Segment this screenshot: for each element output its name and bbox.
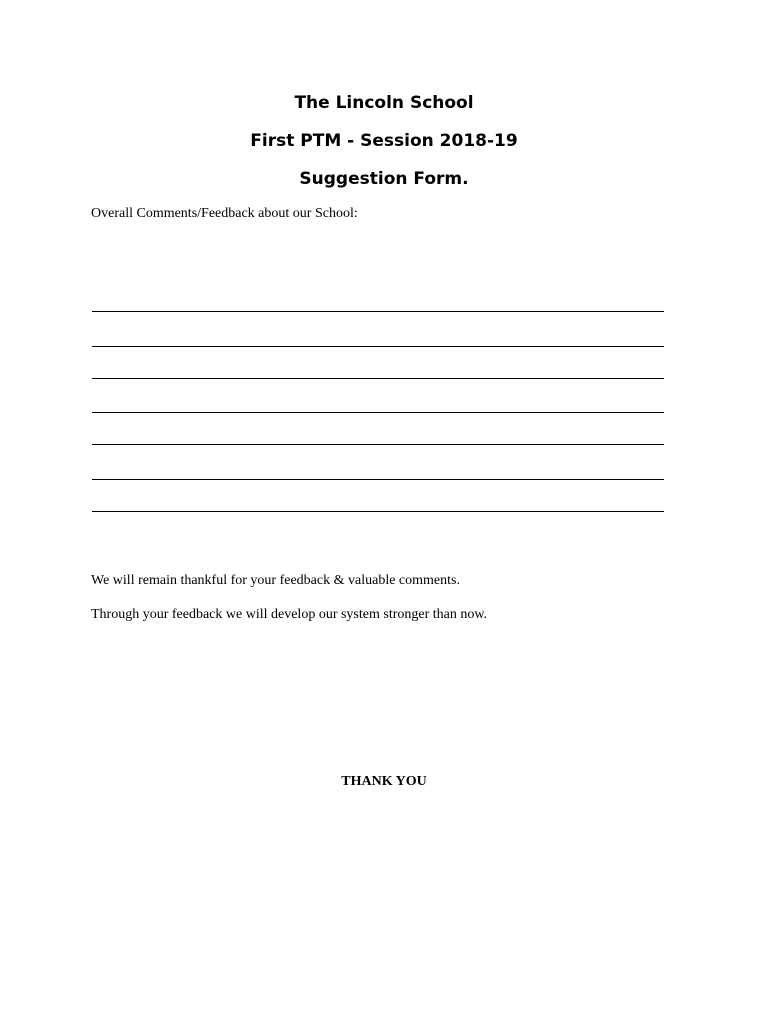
answer-line[interactable] [92, 412, 664, 413]
form-title-heading: Suggestion Form. [299, 169, 469, 189]
answer-line[interactable] [92, 444, 664, 445]
answer-line[interactable] [92, 311, 664, 312]
thanks-message-line-2: Through your feedback we will develop our system stronger than now. [91, 607, 488, 622]
thanks-message-line-1: We will remain thankful for your feedback & valuable comments. [91, 573, 460, 588]
closing-thank-you: THANK YOU [341, 774, 427, 789]
school-name-heading: The Lincoln School [294, 93, 474, 113]
answer-line[interactable] [92, 378, 664, 379]
session-heading: First PTM - Session 2018-19 [250, 131, 518, 151]
answer-line[interactable] [92, 511, 664, 512]
feedback-prompt-label: Overall Comments/Feedback about our School: [91, 206, 358, 221]
answer-line[interactable] [92, 479, 664, 480]
answer-line[interactable] [92, 346, 664, 347]
